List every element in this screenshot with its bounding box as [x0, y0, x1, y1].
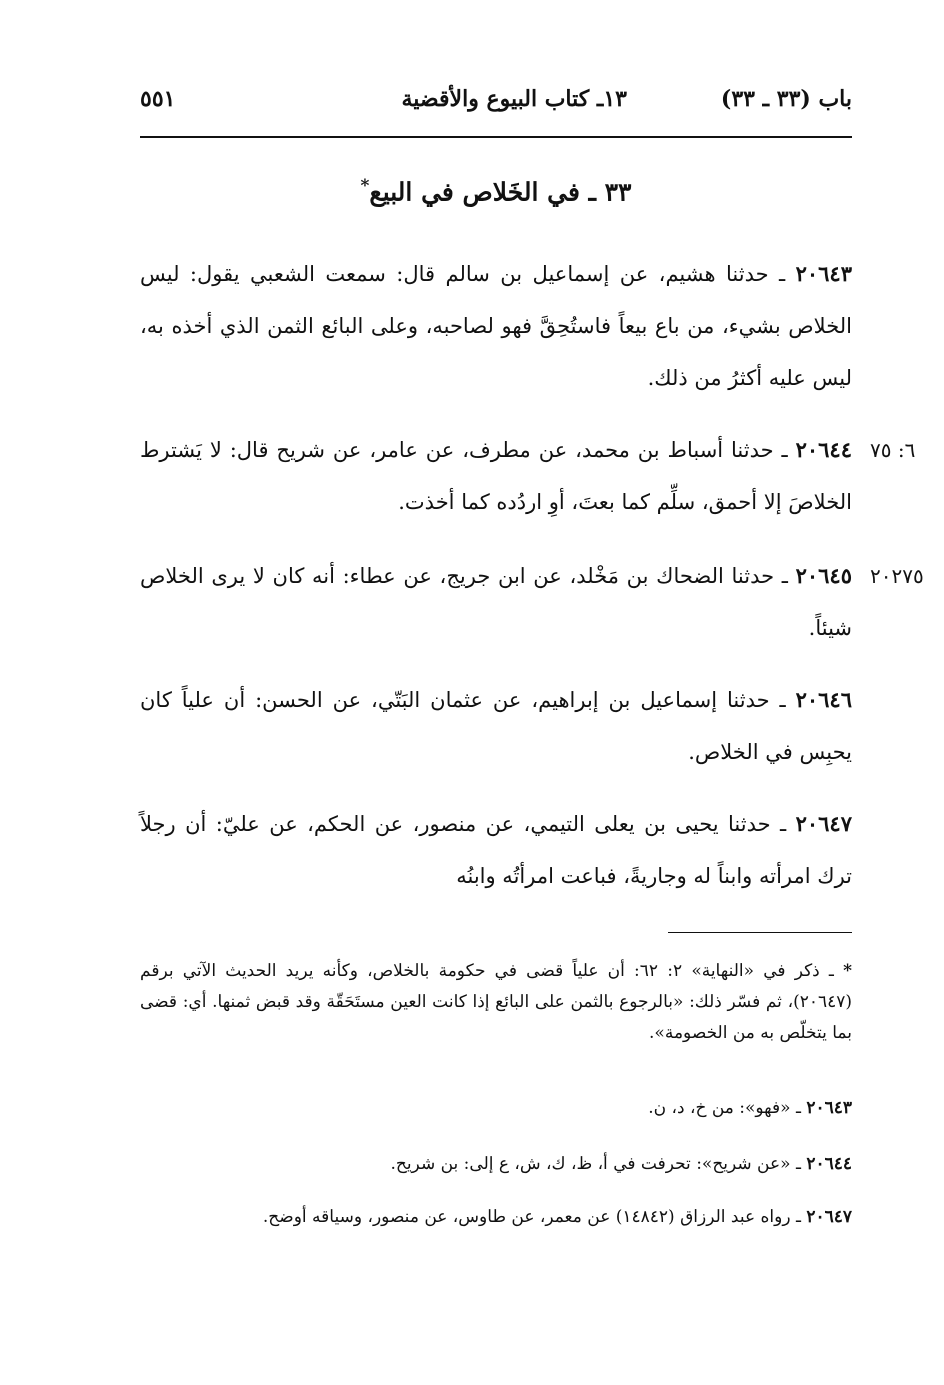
- running-header: [140, 86, 852, 122]
- footnote: [140, 1202, 852, 1233]
- chapter-title: [140, 176, 852, 206]
- chapter-title-text: ٣٣ ـ في الخَلاص في البيع: [369, 177, 632, 207]
- footnote: [140, 1149, 852, 1180]
- footnote-text: ـ رواه عبد الرزاق (١٤٨٤٢) عن معمر، عن طاوس، عن منصور، وسياقه أوضح.: [262, 1207, 807, 1227]
- hadith-text: ـ حدثنا أسباط بن محمد، عن مطرف، عن عامر، عن شريح قال: لا يَشترط الخلاصَ إلا أحمق، سلِّم كما بعتَ، أوِ اردُده كما أخذت.: [140, 438, 852, 514]
- margin-reference: ٢٠٢٧٥: [870, 564, 924, 588]
- hadith-number: ٢٠٦٤٧: [795, 811, 852, 836]
- footnote-marker: ٢٠٦٤٤: [806, 1154, 852, 1174]
- footnote-rule: [668, 932, 852, 933]
- footnote-text: ـ «فهو»: من خ، د، ن.: [648, 1098, 807, 1118]
- hadith-paragraph: [140, 550, 852, 654]
- footnote-text: ـ ذكر في «النهاية» ٢: ٦٢: أن علياً قضى في حكومة بالخلاص، وكأنه يريد الحديث الآتي برقم (٢٠٦٤٧)، ثم فسّر ذلك: «بالرجوع بالثمن على البائع إذا كانت العين مستَحَقّة وقد قبض ثمنها. أي: قضى بما يتخلّص به من الخصومة».: [140, 961, 852, 1043]
- book-title: ١٣ـ كتاب البيوع والأقضية: [401, 86, 627, 112]
- chapter-reference: باب (٣٣ ـ ٣٣): [720, 86, 852, 112]
- footnote-text: ـ «عن شريح»: تحرفت في أ، ظ، ك، ش، ع إلى: بن شريح.: [390, 1154, 807, 1174]
- hadith-paragraph: [140, 248, 852, 404]
- hadith-number: ٢٠٦٤٦: [795, 687, 852, 712]
- margin-reference: ٦: ٧٥: [870, 438, 916, 462]
- hadith-paragraph: [140, 424, 852, 528]
- page-number: ٥٥١: [140, 86, 176, 112]
- hadith-text: ـ حدثنا الضحاك بن مَخْلد، عن ابن جريج، عن عطاء: أنه كان لا يرى الخلاص شيئاً.: [140, 564, 852, 640]
- chapter-footnote-mark: *: [360, 176, 370, 196]
- footnote: [140, 1093, 852, 1124]
- hadith-number: ٢٠٦٤٤: [795, 437, 852, 462]
- hadith-text: ـ حدثنا يحيى بن يعلى التيمي، عن منصور، عن الحكم، عن عليّ: أن رجلاً ترك امرأته وابناً له وجاريةً، فباعت امرأتُه وابنُه: [140, 812, 852, 888]
- hadith-paragraph: [140, 674, 852, 778]
- hadith-number: ٢٠٦٤٥: [795, 563, 852, 588]
- footnote-marker: ٢٠٦٤٣: [806, 1098, 852, 1118]
- footnote: [140, 956, 852, 1049]
- hadith-number: ٢٠٦٤٣: [795, 261, 852, 286]
- header-rule: [140, 136, 852, 138]
- hadith-text: ـ حدثنا هشيم، عن إسماعيل بن سالم قال: سمعت الشعبي يقول: ليس الخلاص بشيء، من باع بيعاً فاستُحِقَّ فهو لصاحبه، وعلى البائع الثمن الذي أخذه به، ليس عليه أكثرُ من ذلك.: [140, 262, 852, 390]
- hadith-text: ـ حدثنا إسماعيل بن إبراهيم، عن عثمان البَتّي، عن الحسن: أن علياً كان يحبِس في الخلاص.: [140, 688, 852, 764]
- footnote-marker: *: [843, 961, 852, 981]
- hadith-paragraph: [140, 798, 852, 902]
- footnote-marker: ٢٠٦٤٧: [806, 1207, 852, 1227]
